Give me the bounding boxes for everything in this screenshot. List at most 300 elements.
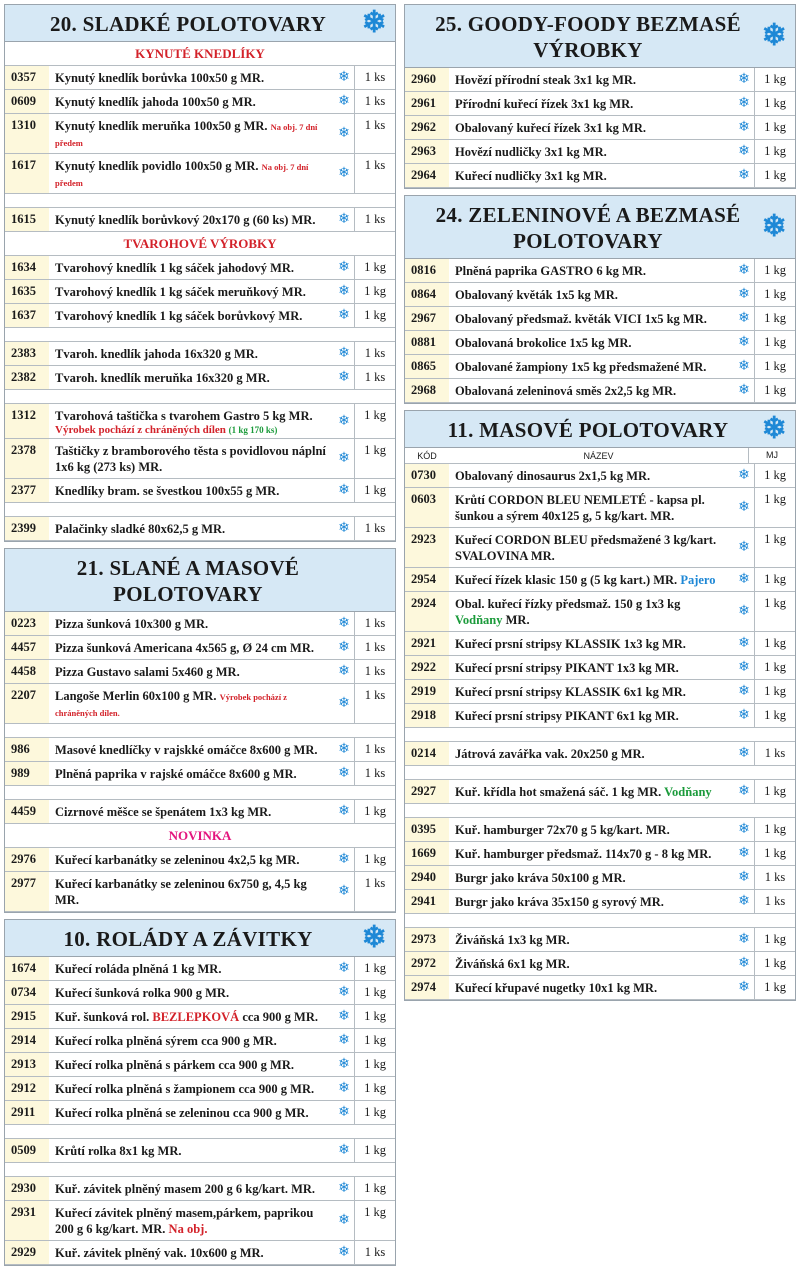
- pack-note: (1 kg 170 ks): [228, 425, 278, 435]
- product-unit: 1 ks: [354, 66, 395, 89]
- product-name: Kuřecí roláda plněná 1 kg MR.: [55, 962, 222, 976]
- product-code: 1635: [5, 280, 49, 303]
- snowflake-icon: ❄: [338, 1105, 350, 1120]
- table-row: [405, 528, 795, 568]
- product-code: 0865: [405, 355, 449, 378]
- product-code: 0395: [405, 818, 449, 841]
- product-name: Kuřecí závitek plněný masem,párkem, paprikou 200 g 6 kg/kart. MR. Na obj.: [55, 1206, 314, 1236]
- product-unit: 1 kg: [754, 259, 795, 282]
- table-row: [405, 116, 795, 140]
- product-code: 0609: [5, 90, 49, 113]
- product-code: 1669: [405, 842, 449, 865]
- table-row: [405, 704, 795, 728]
- table-row: [5, 208, 395, 232]
- product-unit: 1 kg: [354, 256, 395, 279]
- snowflake-icon: ❄: [738, 468, 750, 483]
- table-row: [5, 439, 395, 479]
- table-row: [5, 404, 395, 439]
- section: [404, 410, 796, 1001]
- product-name: Kuřecí šunková rolka 900 g MR.: [55, 986, 230, 1000]
- spacer-row: [5, 1125, 395, 1139]
- column-header: [405, 448, 795, 464]
- product-code: 2915: [5, 1005, 49, 1028]
- snowflake-icon: ❄: [738, 636, 750, 651]
- product-code: 2963: [405, 140, 449, 163]
- product-name: Kuřecí nudličky 3x1 kg MR.: [455, 169, 607, 183]
- table-row: [5, 1053, 395, 1077]
- product-unit: 1 kg: [754, 528, 795, 567]
- product-name: Kuřecí prsní stripsy PIKANT 1x3 kg MR.: [455, 661, 679, 675]
- snowflake-icon: ❄: [338, 451, 350, 466]
- product-name: Kuřecí rolka plněná s párkem cca 900 g MR.: [55, 1058, 294, 1072]
- snowflake-icon: ❄: [738, 144, 750, 159]
- section-title: [405, 411, 795, 448]
- product-code: 2976: [5, 848, 49, 871]
- product-code: 2378: [5, 439, 49, 478]
- product-name: Kuřecí rolka plněná se zeleninou cca 900 g MR.: [55, 1106, 309, 1120]
- product-unit: 1 ks: [754, 742, 795, 765]
- section-title: [405, 196, 795, 259]
- section-title-text: 10. ROLÁDY A ZÁVITKY: [63, 927, 313, 951]
- product-unit: 1 ks: [354, 517, 395, 540]
- product-name: Tvarohový knedlík 1 kg sáček jahodový MR.: [55, 261, 295, 275]
- section: [4, 548, 396, 913]
- product-name: Tvarohový knedlík 1 kg sáček borůvkový MR.: [55, 309, 303, 323]
- product-code: 1634: [5, 256, 49, 279]
- section: [404, 195, 796, 404]
- snowflake-icon: ❄: [338, 985, 350, 1000]
- product-name: Obalovaná brokolice 1x5 kg MR.: [455, 336, 632, 350]
- snowflake-icon: ❄: [738, 708, 750, 723]
- snowflake-icon: ❄: [338, 521, 350, 536]
- section-title: [405, 5, 795, 68]
- product-code: 2377: [5, 479, 49, 502]
- product-code: 1615: [5, 208, 49, 231]
- snowflake-icon: ❄: [338, 346, 350, 361]
- product-unit: 1 kg: [354, 1077, 395, 1100]
- product-code: 2383: [5, 342, 49, 365]
- product-code: 2968: [405, 379, 449, 402]
- table-row: [5, 1177, 395, 1201]
- product-name: Hovězí přírodní steak 3x1 kg MR.: [455, 73, 637, 87]
- product-name: Kuřecí karbanátky se zeleninou 6x750 g, 4,5 kg MR.: [55, 877, 307, 907]
- snowflake-icon: ❄: [338, 370, 350, 385]
- product-name: Tvarohový knedlík 1 kg sáček meruňkový MR.: [55, 285, 306, 299]
- section-title-text: 25. GOODY-FOODY BEZMASÉ VÝROBKY: [435, 12, 741, 62]
- product-code: 4458: [5, 660, 49, 683]
- spacer-row: [5, 194, 395, 208]
- product-name: Kuř. hamburger 72x70 g 5 kg/kart. MR.: [455, 823, 670, 837]
- product-code: 2960: [405, 68, 449, 91]
- spacer-row: [5, 786, 395, 800]
- table-row: [5, 636, 395, 660]
- snowflake-icon: ❄: [338, 308, 350, 323]
- snowflake-icon: ❄: [738, 932, 750, 947]
- snowflake-icon: ❄: [738, 383, 750, 398]
- snowflake-icon: ❄: [338, 1213, 350, 1228]
- table-row: [405, 331, 795, 355]
- snowflake-icon: ❄: [738, 572, 750, 587]
- product-unit: 1 ks: [354, 366, 395, 389]
- snowflake-icon: ❄: [738, 604, 750, 619]
- snowflake-icon: ❄: [338, 1009, 350, 1024]
- product-name: Kuřecí křupavé nugetky 10x1 kg MR.: [455, 981, 658, 995]
- snowflake-icon: ❄: [338, 616, 350, 631]
- origin-note: Výrobek pochází z chráněných dílen (1 kg 170 ks): [55, 424, 278, 436]
- table-row: [405, 632, 795, 656]
- product-code: 2940: [405, 866, 449, 889]
- table-row: [5, 114, 395, 154]
- section-title-text: 21. SLANÉ A MASOVÉ POLOTOVARY: [76, 556, 300, 606]
- table-row: [405, 928, 795, 952]
- product-unit: 1 ks: [354, 208, 395, 231]
- table-row: [405, 92, 795, 116]
- supplier-name: Vodňany: [455, 613, 503, 627]
- table-row: [5, 612, 395, 636]
- snowflake-icon: ❄: [338, 664, 350, 679]
- snowflake-icon: ❄: [738, 72, 750, 87]
- product-name: Přírodní kuřecí řízek 3x1 kg MR.: [455, 97, 634, 111]
- product-unit: 1 kg: [354, 1101, 395, 1124]
- product-name: Kuřecí CORDON BLEU předsmažené 3 kg/kart. SVALOVINA MR.: [455, 533, 717, 563]
- table-row: [405, 742, 795, 766]
- snowflake-icon: ❄: [738, 846, 750, 861]
- snowflake-icon: ❄: [738, 684, 750, 699]
- product-code: 2961: [405, 92, 449, 115]
- product-name: Burgr jako kráva 35x150 g syrový MR.: [455, 895, 664, 909]
- snowflake-icon: ❄: [738, 120, 750, 135]
- table-row: [5, 280, 395, 304]
- section-title: [5, 5, 395, 42]
- table-row: [405, 890, 795, 914]
- snowflake-icon: ❄: [738, 870, 750, 885]
- snowflake-icon: ❄: [738, 540, 750, 555]
- product-name: Masové knedlíčky v rajskké omáčce 8x600 g MR.: [55, 743, 318, 757]
- product-unit: 1 kg: [754, 488, 795, 527]
- product-unit: 1 kg: [354, 981, 395, 1004]
- subsection-title: NOVINKA: [5, 824, 395, 848]
- table-row: [5, 684, 395, 724]
- product-name: Kuřecí prsní stripsy PIKANT 6x1 kg MR.: [455, 709, 679, 723]
- snowflake-icon: ❄: [738, 956, 750, 971]
- order-note: Na obj. 7 dní předem: [55, 162, 309, 188]
- section-title: [5, 549, 395, 612]
- table-row: [5, 479, 395, 503]
- product-name: Langoše Merlin 60x100 g MR. Výrobek pochází z chráněných dílen.: [55, 689, 287, 718]
- snowflake-icon: ❄: [338, 766, 350, 781]
- product-name: Krůtí CORDON BLEU NEMLETÉ - kapsa pl. šunkou a sýrem 40x125 g, 5 kg/kart. MR.: [455, 493, 705, 523]
- table-row: [5, 762, 395, 786]
- snowflake-icon: ❄: [761, 19, 787, 52]
- highlight-text: BEZLEPKOVÁ: [152, 1010, 240, 1024]
- product-code: 986: [5, 738, 49, 761]
- product-name: Obalovaný kuřecí řízek 3x1 kg MR.: [455, 121, 646, 135]
- table-row: [5, 304, 395, 328]
- right-column: [404, 4, 796, 1007]
- snowflake-icon: ❄: [338, 884, 350, 899]
- product-code: 4459: [5, 800, 49, 823]
- snowflake-icon: ❄: [361, 921, 387, 954]
- product-name: Obalovaný předsmaž. květák VICI 1x5 kg MR.: [455, 312, 707, 326]
- product-name: Obalovaný květák 1x5 kg MR.: [455, 288, 618, 302]
- product-unit: 1 kg: [354, 280, 395, 303]
- snowflake-icon: ❄: [338, 284, 350, 299]
- table-row: [405, 952, 795, 976]
- product-code: 0214: [405, 742, 449, 765]
- product-unit: 1 kg: [354, 1139, 395, 1162]
- product-code: 2918: [405, 704, 449, 727]
- product-unit: 1 kg: [754, 379, 795, 402]
- spacer-row: [405, 804, 795, 818]
- product-unit: 1 ks: [354, 342, 395, 365]
- product-unit: 1 kg: [754, 116, 795, 139]
- product-name: Živáňská 6x1 kg MR.: [455, 957, 570, 971]
- table-row: [405, 592, 795, 632]
- product-name: Kuřecí prsní stripsy KLASSIK 6x1 kg MR.: [455, 685, 686, 699]
- product-unit: 1 kg: [354, 304, 395, 327]
- product-name: Kuřecí řízek klasic 150 g (5 kg kart.) MR. Pajero: [455, 573, 716, 587]
- product-name: Kuřecí prsní stripsy KLASSIK 1x3 kg MR.: [455, 637, 686, 651]
- snowflake-icon: ❄: [738, 980, 750, 995]
- product-code: 2972: [405, 952, 449, 975]
- product-code: 4457: [5, 636, 49, 659]
- table-row: [5, 1029, 395, 1053]
- table-row: [405, 488, 795, 528]
- table-row: [5, 1005, 395, 1029]
- table-row: [5, 517, 395, 541]
- product-code: 2207: [5, 684, 49, 723]
- product-name: Plněná paprika GASTRO 6 kg MR.: [455, 264, 647, 278]
- product-name: Kuř. hamburger předsmaž. 114x70 g - 8 kg MR.: [455, 847, 712, 861]
- column-header-name: NÁZEV: [583, 450, 614, 461]
- product-name: Obalovaná zeleninová směs 2x2,5 kg MR.: [455, 384, 677, 398]
- table-row: [405, 976, 795, 1000]
- table-row: [405, 780, 795, 804]
- product-unit: 1 ks: [354, 90, 395, 113]
- spacer-row: [5, 390, 395, 404]
- product-name: Pizza Gustavo salami 5x460 g MR.: [55, 665, 240, 679]
- snowflake-icon: ❄: [338, 696, 350, 711]
- product-name: Tvaroh. knedlík jahoda 16x320 g MR.: [55, 347, 258, 361]
- snowflake-icon: ❄: [738, 746, 750, 761]
- table-row: [5, 981, 395, 1005]
- table-row: [405, 866, 795, 890]
- product-name: Játrová zavářka vak. 20x250 g MR.: [455, 747, 645, 761]
- product-code: 2922: [405, 656, 449, 679]
- snowflake-icon: ❄: [738, 96, 750, 111]
- product-name: Kuř. závitek plněný vak. 10x600 g MR.: [55, 1246, 264, 1260]
- product-unit: 1 kg: [354, 1053, 395, 1076]
- product-unit: 1 kg: [354, 1177, 395, 1200]
- snowflake-icon: ❄: [338, 260, 350, 275]
- product-name: Burgr jako kráva 50x100 g MR.: [455, 871, 626, 885]
- product-unit: 1 ks: [354, 154, 395, 193]
- product-code: 2977: [5, 872, 49, 911]
- spacer-row: [5, 328, 395, 342]
- spacer-row: [405, 766, 795, 780]
- table-row: [5, 1139, 395, 1163]
- section: [404, 4, 796, 189]
- product-code: 2930: [5, 1177, 49, 1200]
- snowflake-icon: ❄: [738, 500, 750, 515]
- product-unit: 1 kg: [354, 439, 395, 478]
- product-unit: 1 kg: [754, 680, 795, 703]
- product-code: 2923: [405, 528, 449, 567]
- product-unit: 1 kg: [754, 780, 795, 803]
- table-row: [405, 818, 795, 842]
- section: [4, 919, 396, 1266]
- product-unit: 1 kg: [354, 800, 395, 823]
- table-row: [405, 164, 795, 188]
- product-code: 2921: [405, 632, 449, 655]
- product-unit: 1 kg: [754, 818, 795, 841]
- table-row: [405, 568, 795, 592]
- table-row: [5, 800, 395, 824]
- product-unit: 1 ks: [354, 1241, 395, 1264]
- snowflake-icon: ❄: [338, 1143, 350, 1158]
- snowflake-icon: ❄: [338, 94, 350, 109]
- product-unit: 1 kg: [754, 952, 795, 975]
- table-row: [5, 738, 395, 762]
- product-code: 2967: [405, 307, 449, 330]
- order-note: Výrobek pochází z chráněných dílen.: [55, 692, 287, 718]
- table-row: [405, 464, 795, 488]
- table-row: [5, 256, 395, 280]
- left-column: [4, 4, 396, 1272]
- product-unit: 1 kg: [754, 704, 795, 727]
- product-code: 0734: [5, 981, 49, 1004]
- table-row: [405, 283, 795, 307]
- product-unit: 1 kg: [754, 592, 795, 631]
- snowflake-icon: ❄: [761, 412, 787, 445]
- product-name: Tvaroh. knedlík meruňka 16x320 g MR.: [55, 371, 270, 385]
- spacer-row: [5, 724, 395, 738]
- product-unit: 1 ks: [354, 114, 395, 153]
- product-unit: 1 kg: [354, 1201, 395, 1240]
- product-unit: 1 kg: [754, 283, 795, 306]
- subsection-title: KYNUTÉ KNEDLÍKY: [5, 42, 395, 66]
- product-unit: 1 kg: [754, 164, 795, 187]
- supplier-name: Vodňany: [664, 785, 712, 799]
- product-unit: 1 kg: [754, 976, 795, 999]
- product-name: Kuř. šunková rol. BEZLEPKOVÁ cca 900 g MR.: [55, 1010, 318, 1024]
- column-header-unit: MJ: [748, 448, 795, 463]
- table-row: [405, 656, 795, 680]
- table-row: [5, 872, 395, 912]
- product-code: 2962: [405, 116, 449, 139]
- product-unit: 1 kg: [754, 140, 795, 163]
- snowflake-icon: ❄: [738, 335, 750, 350]
- product-unit: 1 ks: [354, 762, 395, 785]
- product-code: 0730: [405, 464, 449, 487]
- product-unit: 1 kg: [754, 842, 795, 865]
- section-title-text: 20. SLADKÉ POLOTOVARY: [49, 12, 327, 36]
- product-unit: 1 ks: [354, 872, 395, 911]
- snowflake-icon: ❄: [738, 784, 750, 799]
- snowflake-icon: ❄: [338, 852, 350, 867]
- snowflake-icon: ❄: [738, 168, 750, 183]
- snowflake-icon: ❄: [738, 263, 750, 278]
- snowflake-icon: ❄: [738, 287, 750, 302]
- product-code: 0864: [405, 283, 449, 306]
- snowflake-icon: ❄: [361, 6, 387, 39]
- snowflake-icon: ❄: [738, 359, 750, 374]
- product-unit: 1 kg: [354, 479, 395, 502]
- product-code: 1674: [5, 957, 49, 980]
- product-unit: 1 ks: [354, 636, 395, 659]
- product-name: Palačinky sladké 80x62,5 g MR.: [55, 522, 226, 536]
- table-row: [5, 660, 395, 684]
- table-row: [405, 842, 795, 866]
- product-unit: 1 ks: [354, 612, 395, 635]
- product-name: Obalovaný dinosaurus 2x1,5 kg MR.: [455, 469, 651, 483]
- table-row: [5, 957, 395, 981]
- product-code: 2929: [5, 1241, 49, 1264]
- product-name: Plněná paprika v rajské omáčce 8x600 g MR.: [55, 767, 297, 781]
- product-unit: 1 kg: [754, 68, 795, 91]
- product-code: 0816: [405, 259, 449, 282]
- product-name: Kynutý knedlík meruňka 100x50 g MR. Na obj. 7 dní předem: [55, 119, 318, 148]
- product-unit: 1 ks: [354, 738, 395, 761]
- product-code: 0357: [5, 66, 49, 89]
- product-unit: 1 kg: [754, 464, 795, 487]
- table-row: [405, 307, 795, 331]
- product-name: Kuř. křídla hot smažená sáč. 1 kg MR. Vodňany: [455, 785, 712, 799]
- product-unit: 1 kg: [754, 568, 795, 591]
- product-name: Kuř. závitek plněný masem 200 g 6 kg/kart. MR.: [55, 1182, 316, 1196]
- column-header-code: KÓD: [417, 450, 437, 461]
- product-code: 989: [5, 762, 49, 785]
- snowflake-icon: ❄: [338, 70, 350, 85]
- product-unit: 1 kg: [754, 656, 795, 679]
- product-code: 1617: [5, 154, 49, 193]
- subsection-title: TVAROHOVÉ VÝROBKY: [5, 232, 395, 256]
- table-row: [5, 342, 395, 366]
- product-code: 0509: [5, 1139, 49, 1162]
- spacer-row: [405, 728, 795, 742]
- product-code: 2913: [5, 1053, 49, 1076]
- product-code: 2919: [405, 680, 449, 703]
- section: [4, 4, 396, 542]
- snowflake-icon: ❄: [761, 210, 787, 243]
- snowflake-icon: ❄: [338, 126, 350, 141]
- product-code: 1312: [5, 404, 49, 438]
- snowflake-icon: ❄: [738, 660, 750, 675]
- product-code: 2399: [5, 517, 49, 540]
- table-row: [5, 154, 395, 194]
- product-name: Pizza šunková Americana 4x565 g, Ø 24 cm MR.: [55, 641, 315, 655]
- spacer-row: [5, 1163, 395, 1177]
- supplier-name: Pajero: [680, 573, 716, 587]
- product-code: 1310: [5, 114, 49, 153]
- table-row: [405, 379, 795, 403]
- product-name: Obal. kuřecí řízky předsmaž. 150 g 1x3 kg Vodňany MR.: [455, 597, 681, 627]
- product-unit: 1 ks: [754, 890, 795, 913]
- product-name: Kynutý knedlík borůvkový 20x170 g (60 ks) MR.: [55, 213, 316, 227]
- product-code: 2924: [405, 592, 449, 631]
- product-code: 2914: [5, 1029, 49, 1052]
- product-name: Cizrnové měšce se špenátem 1x3 kg MR.: [55, 805, 272, 819]
- snowflake-icon: ❄: [338, 1057, 350, 1072]
- snowflake-icon: ❄: [338, 804, 350, 819]
- snowflake-icon: ❄: [338, 212, 350, 227]
- product-name: Krůtí rolka 8x1 kg MR.: [55, 1144, 182, 1158]
- product-name: Kynutý knedlík borůvka 100x50 g MR.: [55, 71, 265, 85]
- product-code: 2927: [405, 780, 449, 803]
- product-code: 2912: [5, 1077, 49, 1100]
- table-row: [5, 1201, 395, 1241]
- snowflake-icon: ❄: [338, 1181, 350, 1196]
